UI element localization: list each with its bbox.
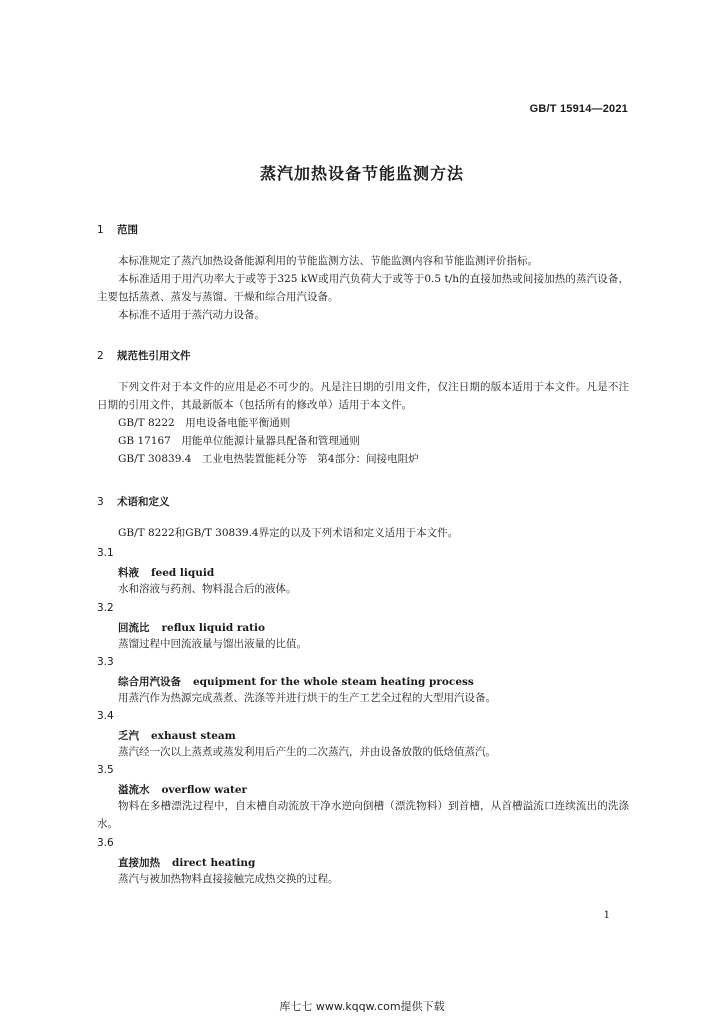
section-number: 2 bbox=[97, 350, 104, 362]
term-number: 3.5 bbox=[97, 764, 114, 776]
term-definition: 物料在多槽漂洗过程中，自末槽自动流放干净水逆向倒槽（漂洗物料）到首槽，从首槽溢流口连续流出的洗涤水。 bbox=[97, 800, 629, 830]
section-title: 范围 bbox=[117, 224, 138, 236]
document-title: 蒸汽加热设备节能监测方法 bbox=[259, 164, 464, 183]
term-number: 3.3 bbox=[97, 656, 114, 668]
term-definition: 用蒸汽作为热源完成蒸煮、洗涤等并进行烘干的生产工艺全过程的大型用汽设备。 bbox=[118, 692, 496, 704]
section-number: 1 bbox=[97, 224, 104, 236]
standard-code: GB/T 15914—2021 bbox=[529, 103, 628, 115]
term-entry bbox=[118, 674, 474, 689]
term-zh: 直接加热 bbox=[118, 857, 160, 869]
section-title: 规范性引用文件 bbox=[117, 350, 191, 362]
term-zh: 料液 bbox=[118, 567, 139, 579]
term-number: 3.4 bbox=[97, 710, 114, 722]
term-entry bbox=[118, 728, 236, 743]
term-definition: 蒸汽经一次以上蒸煮或蒸发利用后产生的二次蒸汽，并由设备放散的低焓值蒸汽。 bbox=[118, 746, 496, 758]
term-en: equipment for the whole steam heating process bbox=[193, 676, 474, 688]
term-number: 3.2 bbox=[97, 602, 114, 614]
paragraph: 本标准适用于用汽功率大于或等于325 kW或用汽负荷大于或等于0.5 t/h的直接加热或间接加热的蒸汽设备，主要包括蒸煮、蒸发与蒸馏、干燥和综合用汽设备。 bbox=[97, 273, 629, 303]
section-heading-3 bbox=[97, 494, 170, 509]
page-number: 1 bbox=[603, 910, 610, 921]
reference-item: GB/T 8222 用电设备电能平衡通则 bbox=[118, 417, 291, 429]
section-title: 术语和定义 bbox=[117, 496, 170, 508]
term-zh: 溢流水 bbox=[118, 784, 150, 796]
term-definition: 蒸馏过程中回流液量与馏出液量的比值。 bbox=[118, 638, 307, 650]
paragraph: GB/T 8222和GB/T 30839.4界定的以及下列术语和定义适用于本文件。 bbox=[118, 527, 459, 539]
term-en: reflux liquid ratio bbox=[161, 622, 266, 634]
section-heading-1 bbox=[97, 222, 138, 237]
term-zh: 综合用汽设备 bbox=[118, 676, 181, 688]
term-definition: 蒸汽与被加热物料直接接触完成热交换的过程。 bbox=[118, 873, 339, 885]
term-en: overflow water bbox=[161, 784, 248, 796]
term-entry bbox=[118, 782, 247, 797]
paragraph: 下列文件对于本文件的应用是必不可少的。凡是注日期的引用文件，仅注日期的版本适用于本文件。凡是不注日期的引用文件，其最新版本（包括所有的修改单）适用于本文件。 bbox=[97, 381, 629, 411]
term-number: 3.6 bbox=[97, 837, 114, 849]
term-number: 3.1 bbox=[97, 547, 114, 559]
term-zh: 乏汽 bbox=[118, 730, 139, 742]
term-en: feed liquid bbox=[151, 567, 215, 579]
term-en: exhaust steam bbox=[151, 730, 236, 742]
term-definition: 水和溶液与药剂、物料混合后的液体。 bbox=[118, 583, 297, 595]
download-footer: 库七七 www.kqqw.com提供下载 bbox=[279, 1000, 445, 1013]
reference-item: GB/T 30839.4 工业电热装置能耗分等 第4部分：间接电阻炉 bbox=[118, 453, 419, 465]
term-en: direct heating bbox=[172, 857, 256, 869]
term-entry bbox=[118, 620, 265, 635]
paragraph: 本标准规定了蒸汽加热设备能源利用的节能监测方法、节能监测内容和节能监测评价指标。 bbox=[118, 255, 538, 267]
section-heading-2 bbox=[97, 348, 191, 363]
term-zh: 回流比 bbox=[118, 622, 150, 634]
reference-item: GB 17167 用能单位能源计量器具配备和管理通则 bbox=[118, 435, 360, 447]
term-entry bbox=[118, 565, 214, 580]
paragraph: 本标准不适用于蒸汽动力设备。 bbox=[118, 309, 265, 321]
section-number: 3 bbox=[97, 496, 104, 508]
term-entry bbox=[118, 855, 255, 870]
